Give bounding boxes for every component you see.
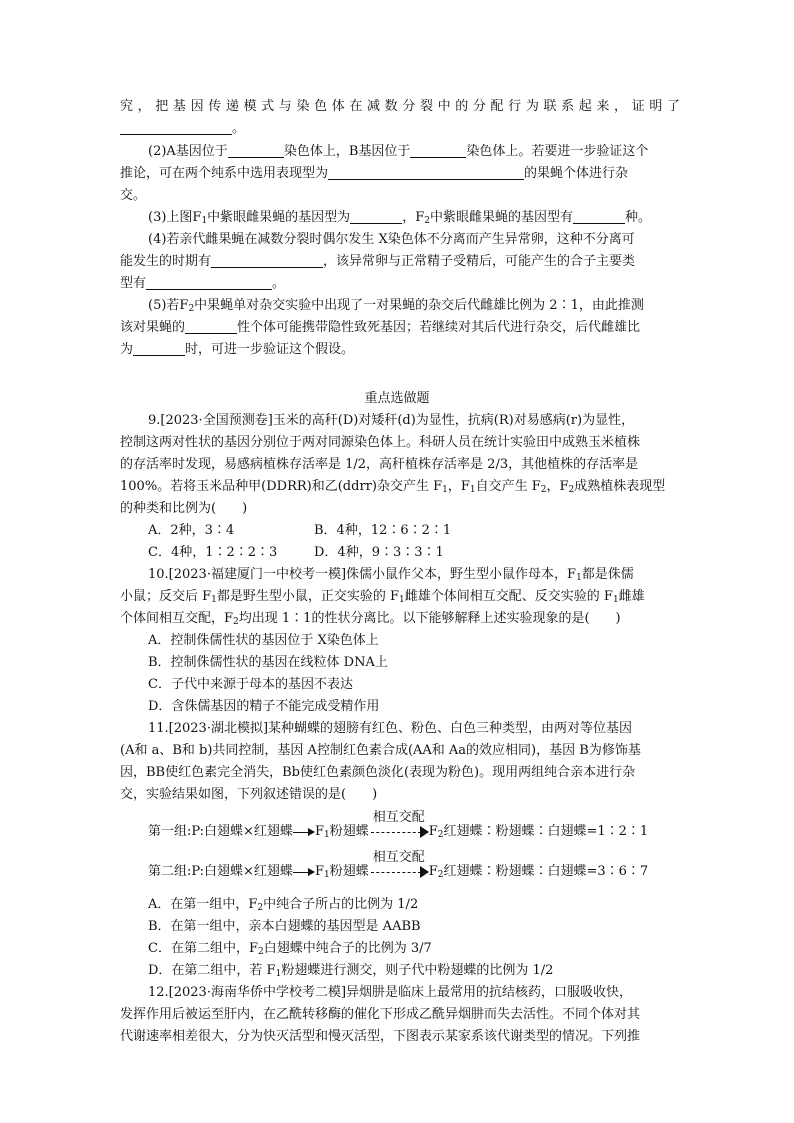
answer-blank[interactable] bbox=[146, 274, 272, 290]
q10-line-2: 小鼠；反交后 $F_1$都是野生型小鼠，正交实验的 $F_1$雌雄个体间相互交配、反交实验的 $F_1$雌雄 bbox=[120, 589, 645, 605]
q11-line-2: (A和 a、B和 b)共同控制，基因 A控制红色素合成(AA和 Aa的效应相同)，基因 B为修饰基 bbox=[120, 743, 641, 758]
arrow-icon bbox=[293, 866, 315, 878]
q12-line-1: 12.[2023·海南华侨中学校考二模]异烟肼是临床上最常用的抗结核药，口服吸收快， bbox=[148, 985, 633, 1000]
q8-part-2-line-1: (2)A基因位于 染色体上，B基因位于 染色体上。若要进一步验证这个 bbox=[148, 144, 649, 159]
q8-part-5-line-2: 该对果蝇的 性个体可能携带隐性致死基因；若继续对其后代进行杂交，后代雌雄比 bbox=[120, 320, 641, 335]
q11-option-d[interactable]: D．在第二组中，若 $F_1$粉翅蝶进行测交，则子代中粉翅蝶的比例为 1/2 bbox=[148, 963, 554, 979]
q9-line-2: 控制这两对性状的基因分别位于两对同源染色体上。科研人员在统计实验田中成熟玉米植株 bbox=[120, 435, 641, 450]
answer-blank[interactable] bbox=[120, 119, 232, 135]
q11-option-a[interactable]: A．在第一组中，$F_2$中纯合子所占的比例为 1/2 bbox=[148, 897, 419, 913]
q9-option-d[interactable]: D．4种，9∶3∶3∶1 bbox=[314, 545, 444, 560]
q9-line-4: 100%。若将玉米品种甲(DDRR)和乙(ddrr)杂交产生 $F_1$，$F_1$自交产生 $F_2$，$F_2$成熟植株表现型 bbox=[120, 479, 666, 495]
answer-blank[interactable] bbox=[350, 208, 402, 224]
q10-line-1: 10.[2023·福建厦门一中校考一模]侏儒小鼠作父本，野生型小鼠作母本，$F_1$都是侏儒 bbox=[148, 567, 634, 583]
q8-part-2-line-2: 推论，可在两个纯系中选用表现型为 的果蝇个体进行杂 bbox=[120, 166, 629, 181]
q9-option-c[interactable]: C．4种，1∶2∶2∶3 bbox=[148, 545, 278, 560]
q8-part-4-line-3: 型有 。 bbox=[120, 276, 286, 291]
q9-line-5: 的种类和比例为( ) bbox=[120, 501, 248, 516]
q8-part-4-line-1: (4)若亲代雌果蝇在减数分裂时偶尔发生 X染色体不分离而产生异常卵，这种不分离可 bbox=[148, 232, 635, 247]
q10-option-c[interactable]: C．子代中来源于母本的基因不表达 bbox=[148, 677, 353, 692]
q9-line-1: 9.[2023·全国预测卷]玉米的高秆(D)对矮秆(d)为显性，抗病(R)对易感病(r)为显性， bbox=[148, 413, 635, 428]
q9-option-a[interactable]: A．2种，3∶4 bbox=[148, 523, 235, 538]
answer-blank[interactable] bbox=[410, 142, 466, 158]
q8-part-5-line-3: 为 时，可进一步验证这个假设。 bbox=[120, 342, 355, 357]
q9-option-b[interactable]: B．4种，12∶6∶2∶1 bbox=[314, 523, 452, 538]
answer-blank[interactable] bbox=[133, 340, 185, 356]
dashed-arrow-icon: 相互交配 bbox=[369, 862, 429, 882]
q11-option-b[interactable]: B．在第一组中，亲本白翅蝶的基因型是 AABB bbox=[148, 919, 421, 934]
q11-cross-group-2: 第二组:P:白翅蝶×红翅蝶 $F_1$粉翅蝶 相互交配 $F_2$红翅蝶∶粉翅蝶∶白翅蝶=3∶6∶7 bbox=[148, 850, 649, 880]
q11-line-4: 交，实验结果如图，下列叙述错误的是( ) bbox=[120, 787, 378, 802]
answer-blank[interactable] bbox=[328, 164, 524, 180]
q12-line-2: 发挥作用后被运至肝内，在乙酰转移酶的催化下形成乙酰异烟肼而失去活性。不同个体对其 bbox=[120, 1007, 641, 1022]
q10-option-b[interactable]: B．控制侏儒性状的基因在线粒体 DNA上 bbox=[148, 655, 388, 670]
q11-option-c[interactable]: C．在第二组中，$F_2$白翅蝶中纯合子的比例为 3/7 bbox=[148, 941, 432, 957]
answer-blank[interactable] bbox=[185, 318, 237, 334]
q10-option-d[interactable]: D．含侏儒基因的精子不能完成受精作用 bbox=[148, 699, 380, 714]
dashed-arrow-icon: 相互交配 bbox=[369, 822, 429, 842]
q8-line-1: 究，把基因传递模式与染色体在减数分裂中的分配行为联系起来，证明了 bbox=[120, 99, 680, 114]
q9-line-3: 的存活率时发现，易感病植株存活率是 1/2，高秆植株存活率是 2/3，其他植株的存活率是 bbox=[120, 457, 639, 472]
q8-part-2-line-3: 交。 bbox=[120, 188, 147, 203]
answer-blank[interactable] bbox=[228, 142, 284, 158]
q8-part-3: (3)上图$F_1$中紫眼雌果蝇的基因型为 ，$F_2$中紫眼雌果蝇的基因型有 种。 bbox=[148, 210, 651, 226]
answer-blank[interactable] bbox=[573, 208, 625, 224]
q12-line-3: 代谢速率相差很大，分为快灭活型和慢灭活型，下图表示某家系该代谢类型的情况。下列推 bbox=[120, 1029, 641, 1044]
answer-blank[interactable] bbox=[211, 252, 323, 268]
q10-line-3: 个体间相互交配，$F_2$均出现 1∶1的性状分离比。以下能够解释上述实验现象的是( ) bbox=[120, 611, 621, 627]
q11-line-3: 因，BB使红色素完全消失，Bb使红色素颜色淡化(表现为粉色)。现用两组纯合亲本进行杂 bbox=[120, 765, 636, 780]
q11-cross-group-1: 第一组:P:白翅蝶×红翅蝶 $F_1$粉翅蝶 相互交配 $F_2$红翅蝶∶粉翅蝶∶白翅蝶=1∶2∶1 bbox=[148, 810, 649, 840]
section-title: 重点选做题 bbox=[364, 391, 430, 406]
q8-line-2: 。 bbox=[120, 119, 680, 139]
q8-part-5-line-1: (5)若$F_2$中果蝇单对杂交实验中出现了一对果蝇的杂交后代雌雄比例为 2∶1，由此推测 bbox=[148, 298, 644, 314]
q11-line-1: 11.[2023·湖北模拟]某种蝴蝶的翅膀有红色、粉色、白色三种类型，由两对等位基因 bbox=[148, 721, 633, 736]
arrow-icon bbox=[293, 826, 315, 838]
q10-option-a[interactable]: A．控制侏儒性状的基因位于 X染色体上 bbox=[148, 633, 379, 648]
q8-part-4-line-2: 能发生的时期有 ，该异常卵与正常精子受精后，可能产生的合子主要类 bbox=[120, 254, 636, 269]
